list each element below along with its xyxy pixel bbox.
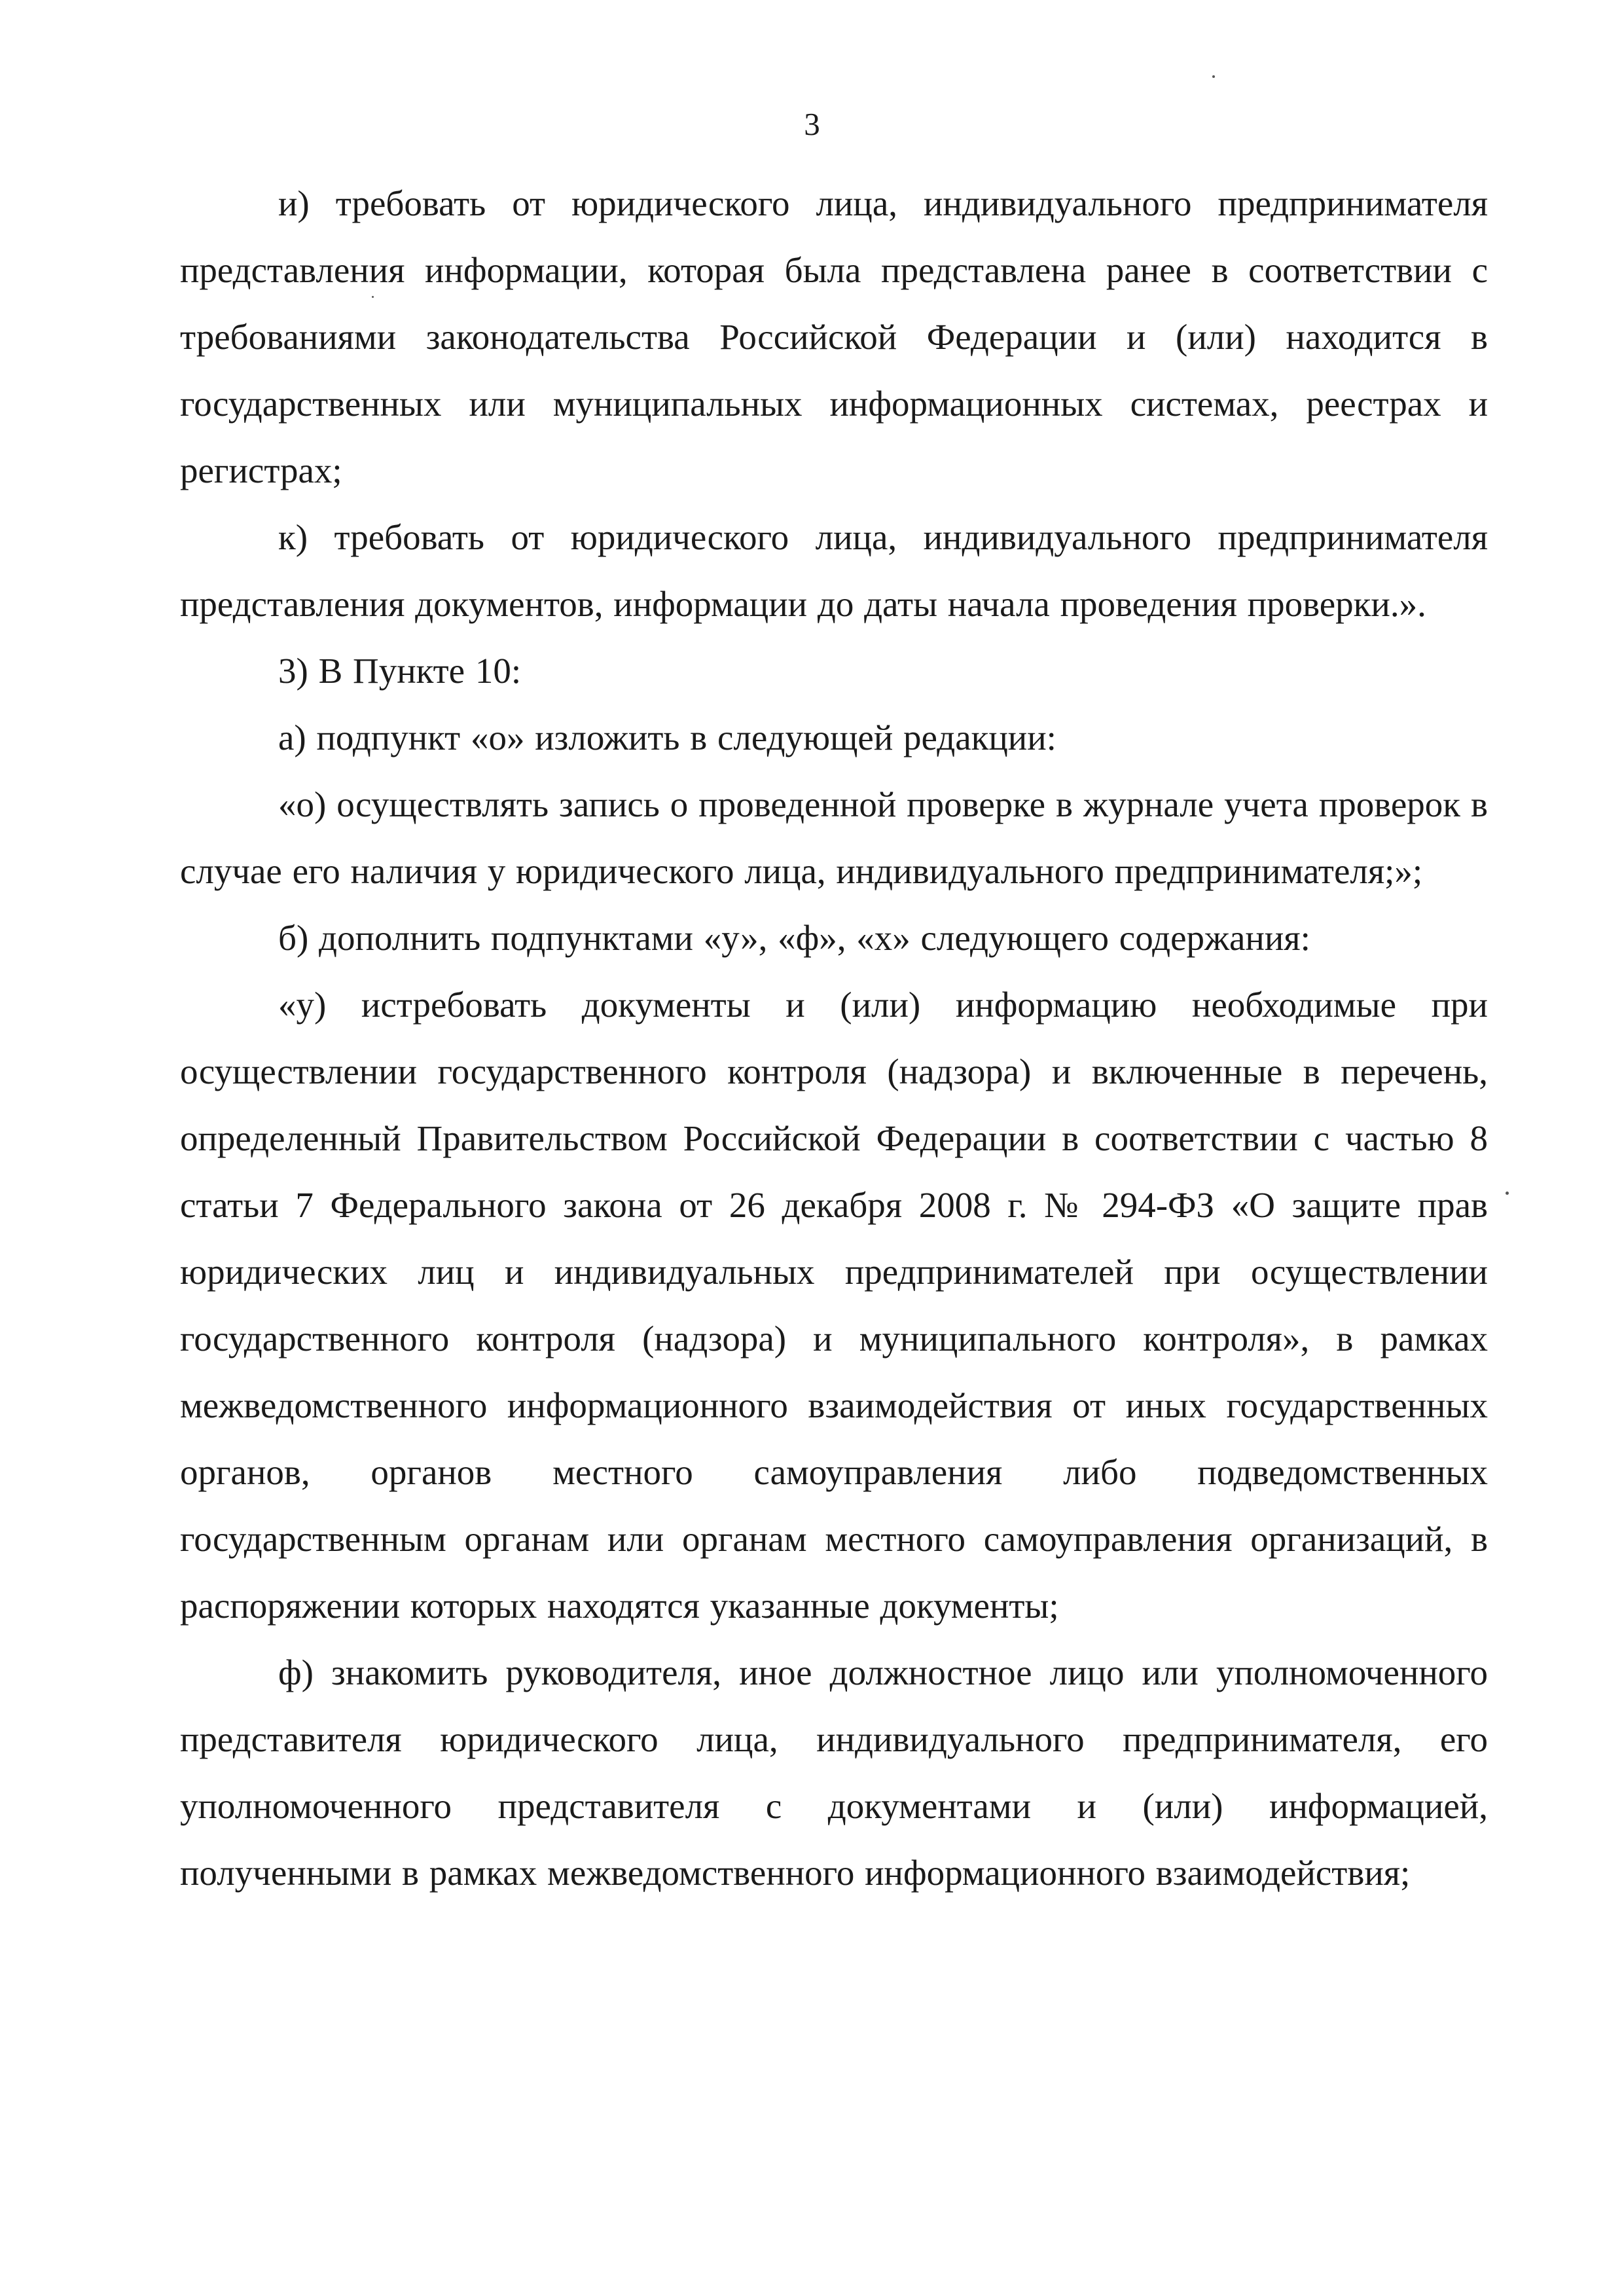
paragraph-a: а) подпункт «о» изложить в следующей редакции:	[278, 718, 1056, 757]
paragraph-f: ф) знакомить руководителя, иное должностное лицо или уполномоченного представителя юридического лица, индивидуального предпринимателя, его уполномоченного представителя с документами и (или) информацией, полученными в рамках межведомственного информационного взаимодействия;	[180, 1652, 1488, 1893]
scan-speck	[1212, 75, 1215, 78]
scan-speck	[1506, 1192, 1509, 1195]
paragraph-b: б) дополнить подпунктами «у», «ф», «х» следующего содержания:	[278, 918, 1310, 958]
paragraph-o: «о) осуществлять запись о проведенной проверке в журнале учета проверок в случае его наличия у юридического лица, индивидуального предпринимателя;»;	[180, 784, 1488, 891]
document-body	[180, 170, 1488, 1906]
paragraph-u: «у) истребовать документы и (или) информацию необходимые при осуществлении государственного контроля (надзора) и включенные в перечень, определенный Правительством Российской Федерации в соответствии с частью 8 статьи 7 Федерального закона от 26 декабря 2008 г. № 294-ФЗ «О защите прав юридических лиц и индивидуальных предпринимателей при осуществлении государственного контроля (надзора) и муниципального контроля», в рамках межведомственного информационного взаимодействия от иных государственных органов, органов местного самоуправления либо подведомственных государственным органам или органам местного самоуправления организаций, в распоряжении которых находятся указанные документы;	[180, 985, 1488, 1626]
paragraph-3: 3) В Пункте 10:	[278, 651, 522, 691]
scan-speck	[372, 296, 374, 298]
paragraph-i: и) требовать от юридического лица, индивидуального предпринимателя представления информации, которая была представлена ранее в соответствии с требованиями законодательства Российской Федерации и (или) находится в государственных или муниципальных информационных системах, реестрах и регистрах;	[180, 183, 1488, 490]
paragraph-k: к) требовать от юридического лица, индивидуального предпринимателя представления документов, информации до даты начала проведения проверки.».	[180, 517, 1488, 624]
page-number: 3	[804, 106, 820, 142]
